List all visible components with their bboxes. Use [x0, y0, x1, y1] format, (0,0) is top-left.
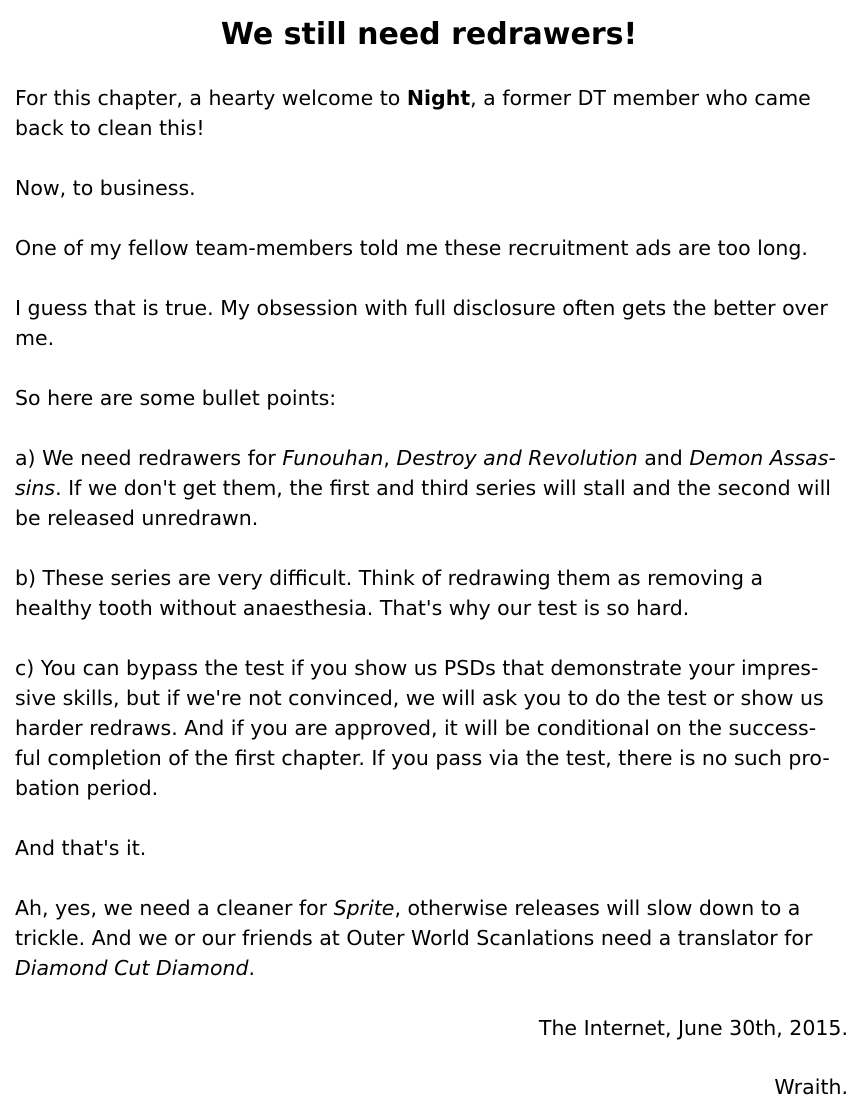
- series-destroy-and-revolution: Destroy and Revolution: [396, 446, 638, 470]
- bullet-a-and: and: [637, 446, 690, 470]
- bullet-c-paragraph: [15, 653, 850, 803]
- bullet-b-line-1: b) These series are very difficult. Think of redrawing them as removing a: [15, 566, 764, 590]
- bullet-intro-paragraph: So here are some bullet points:: [15, 386, 337, 410]
- welcome-line-2: back to clean this!: [15, 116, 205, 140]
- thats-it-paragraph: And that's it.: [15, 836, 147, 860]
- welcome-paragraph: [15, 83, 850, 143]
- bullet-c-line-1: c) You can bypass the test if you show us PSDs that demonstrate your impres-: [15, 656, 819, 680]
- business-paragraph: Now, to business.: [15, 176, 196, 200]
- bullet-b-paragraph: [15, 563, 850, 623]
- series-sprite: Sprite: [333, 896, 395, 920]
- bullet-c-line-4: ful completion of the first chapter. If you pass via the test, there is no such pro-: [15, 746, 830, 770]
- bullet-c-line-3: harder redraws. And if you are approved, it will be conditional on the success-: [15, 716, 817, 740]
- disclosure-line-1: I guess that is true. My obsession with full disclosure often gets the better over: [15, 296, 828, 320]
- welcome-text-pre: For this chapter, a hearty welcome to: [15, 86, 407, 110]
- cleaner-line-3-period: .: [248, 956, 256, 980]
- page-title: We still need redrawers!: [220, 17, 638, 52]
- dateline: The Internet, June 30th, 2015.: [538, 1016, 848, 1040]
- series-demon-assassins-part-1: Demon Assas-: [689, 446, 836, 470]
- cleaner-pre: Ah, yes, we need a cleaner for: [15, 896, 334, 920]
- bullet-a-line-3: be released unredrawn.: [15, 506, 259, 530]
- welcome-line-1: [15, 83, 850, 113]
- cleaner-paragraph: [15, 893, 850, 983]
- bullet-c-line-2: sive skills, but if we're not convinced, we will ask you to do the test or show us: [15, 686, 824, 710]
- series-funouhan: Funouhan: [282, 446, 384, 470]
- bullet-a-pre: a) We need redrawers for: [15, 446, 283, 470]
- name-night: Night: [406, 86, 471, 110]
- series-diamond-cut-diamond: Diamond Cut Diamond: [15, 956, 249, 980]
- cleaner-post: , otherwise releases will slow down to a: [394, 896, 801, 920]
- welcome-text-post: , a former DT member who came: [470, 86, 811, 110]
- team-members-paragraph: One of my fellow team-members told me these recruitment ads are too long.: [15, 236, 808, 260]
- cleaner-line-2: trickle. And we or our friends at Outer World Scanlations need a translator for: [15, 926, 813, 950]
- cleaner-line-1: [15, 893, 850, 923]
- bullet-a-line-1: [15, 443, 850, 473]
- bullet-c-line-5: bation period.: [15, 776, 159, 800]
- disclosure-paragraph: [15, 293, 850, 353]
- bullet-a-paragraph: [15, 443, 850, 533]
- bullet-a-line-2: [15, 473, 850, 503]
- bullet-b-line-2: healthy tooth without anaesthesia. That's why our test is so hard.: [15, 596, 690, 620]
- signature: Wraith.: [774, 1075, 848, 1099]
- series-demon-assassins-part-2: sins: [15, 476, 56, 500]
- cleaner-line-3: [15, 953, 850, 983]
- disclosure-line-2: me.: [15, 326, 55, 350]
- bullet-a-comma: ,: [383, 446, 397, 470]
- bullet-a-line-2-text: . If we don't get them, the first and third series will stall and the second will: [55, 476, 831, 500]
